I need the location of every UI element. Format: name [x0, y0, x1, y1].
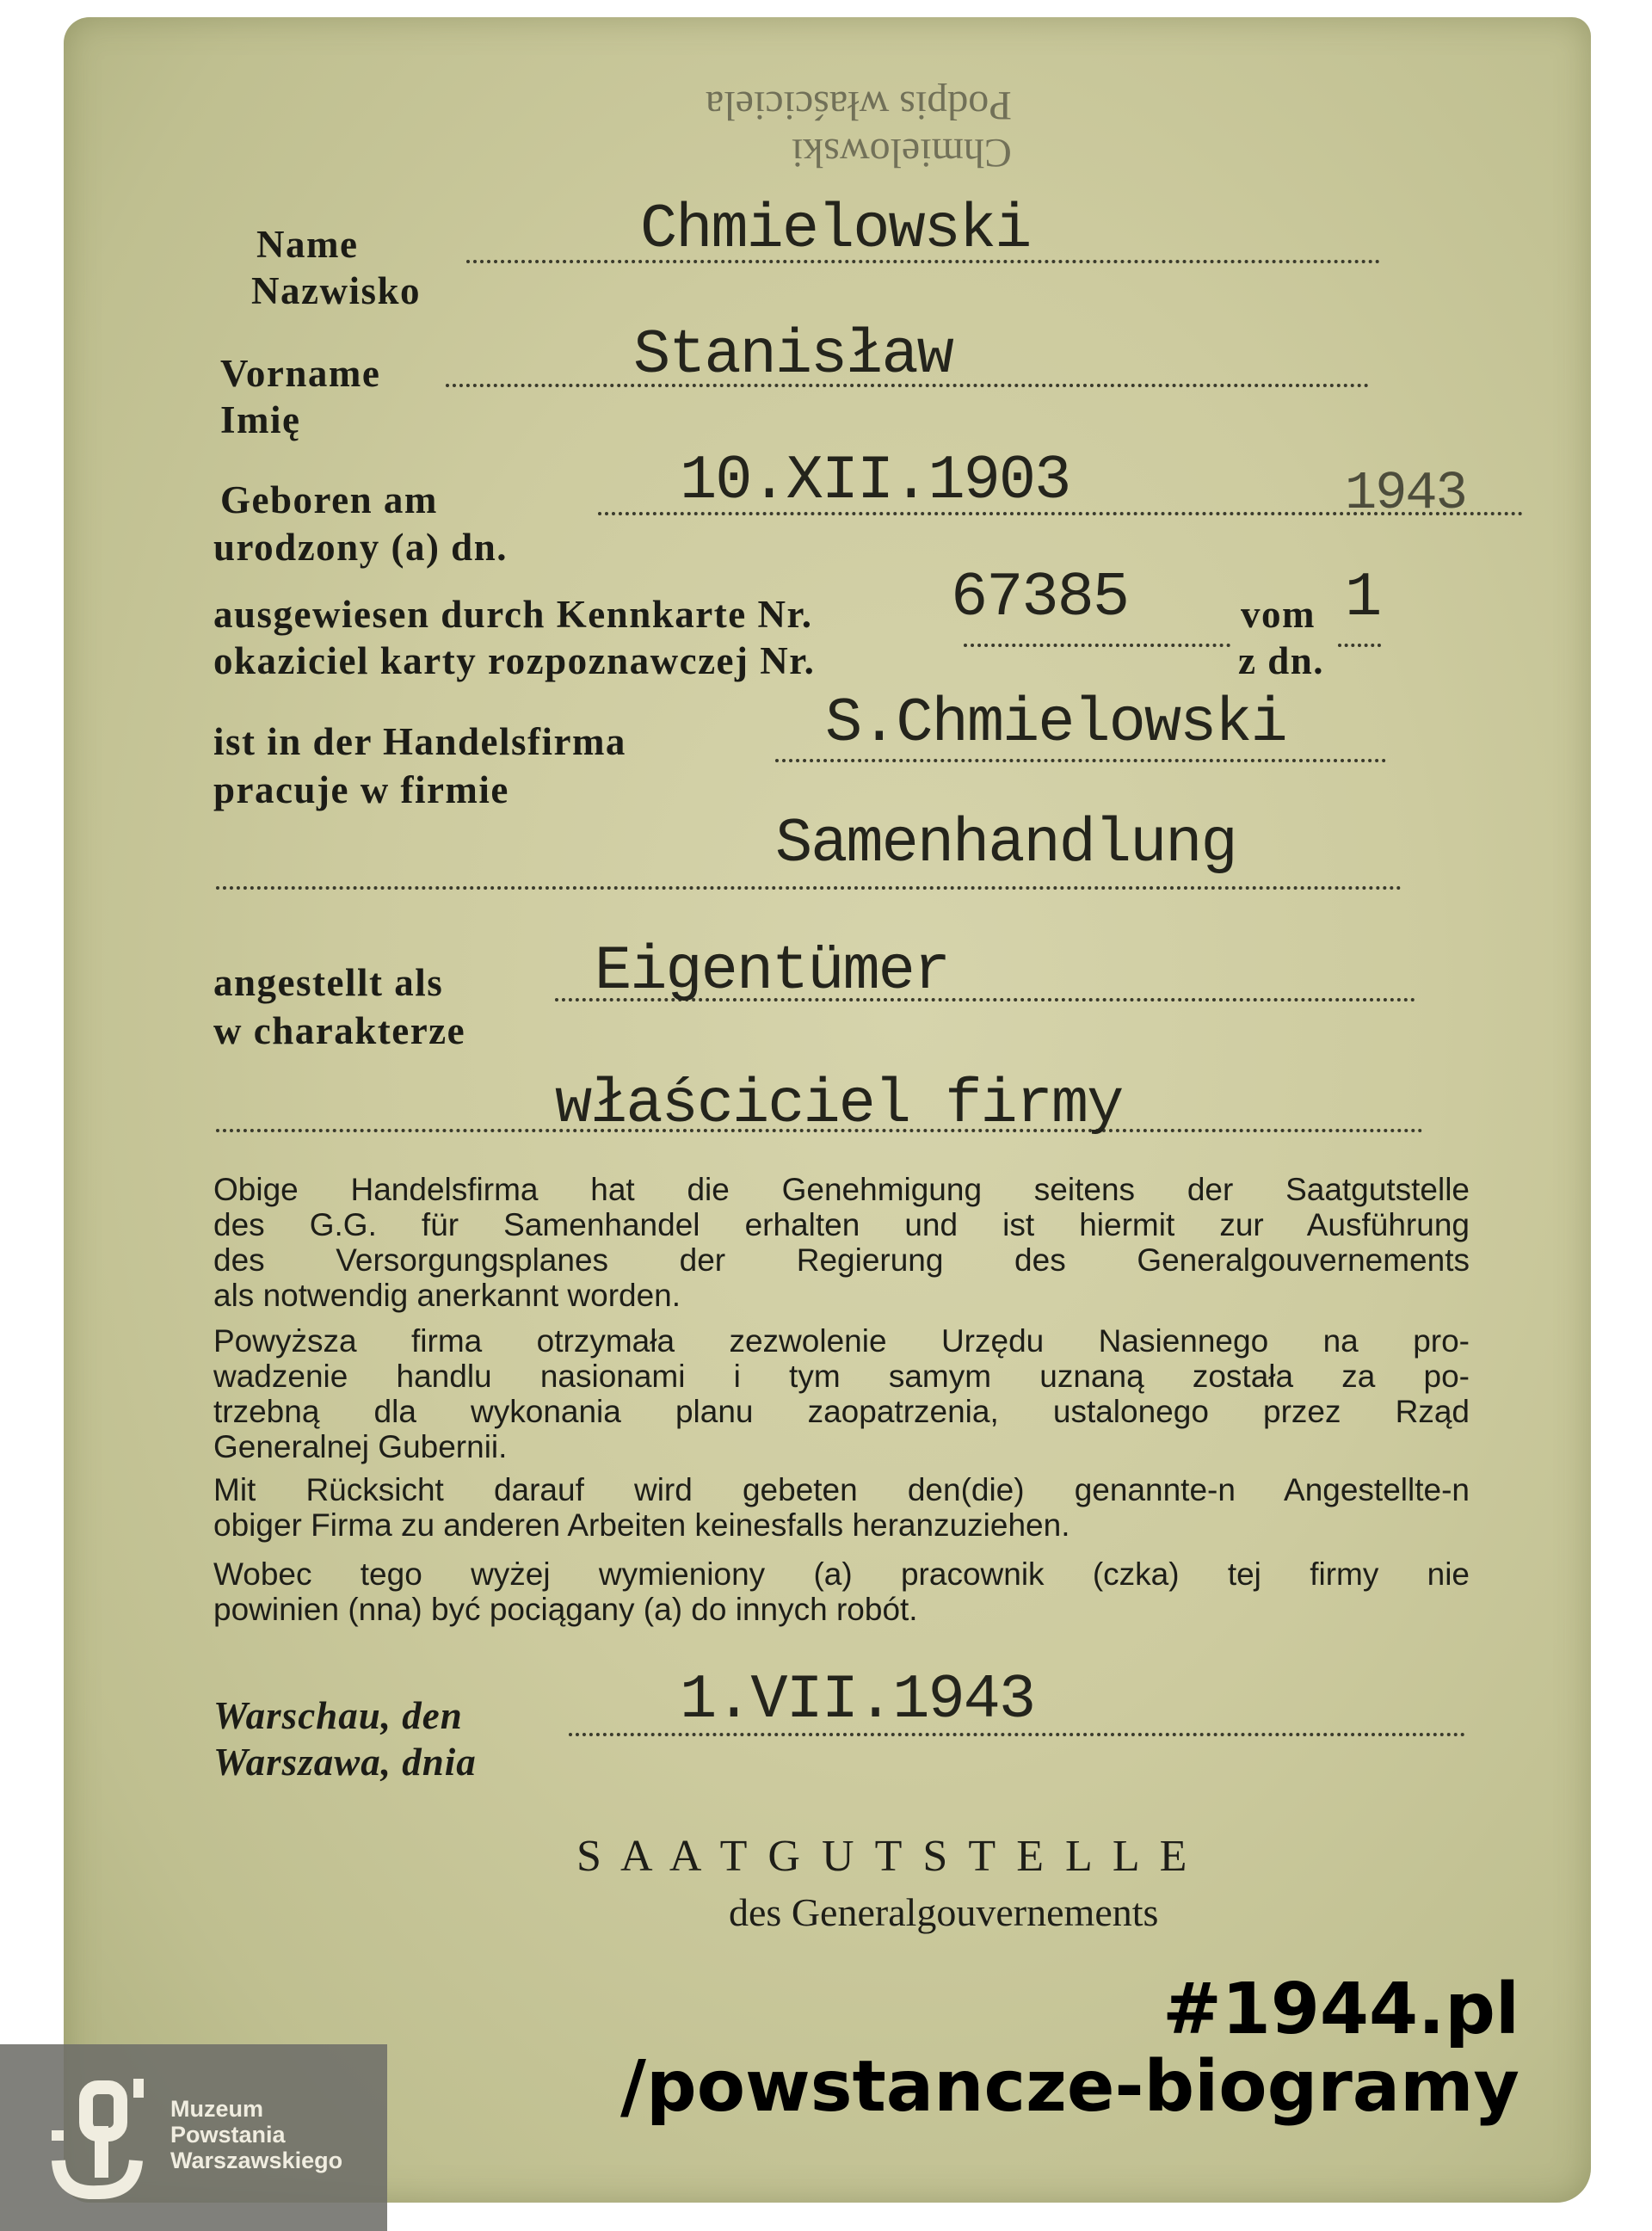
- label-role-de: angestellt als: [213, 961, 444, 1004]
- text-line: trzebną dla wykonania planu zaopatrzenia, ustalonego przez Rząd: [213, 1394, 1470, 1429]
- logo-text: [170, 2096, 342, 2173]
- paragraph-pl-2: [213, 1556, 1470, 1627]
- value-born-year: 1943: [1345, 463, 1466, 524]
- stamp-top: [706, 82, 1012, 176]
- value-role-pl: właściciel firmy: [555, 1069, 1123, 1140]
- label-surname-de: Name: [256, 223, 359, 266]
- dotted-line: [1338, 644, 1381, 647]
- value-firm: S.Chmielowski: [825, 688, 1286, 759]
- anchor-logo-icon: [52, 2079, 146, 2199]
- logo-line: Warszawskiego: [170, 2148, 343, 2173]
- value-idcard-date: 1: [1345, 563, 1381, 633]
- text-line: Generalnej Gubernii.: [213, 1429, 508, 1464]
- museum-logo: [0, 2044, 387, 2231]
- value-firm-type: Samenhandlung: [775, 809, 1236, 879]
- paragraph-de-1: [213, 1172, 1470, 1313]
- value-role: Eigentümer: [595, 936, 950, 1007]
- text-line: powinien (nna) być pociągany (a) do innych robót.: [213, 1592, 918, 1627]
- text-line: des Versorgungsplanes der Regierung des Generalgouvernements: [213, 1242, 1470, 1278]
- label-born-de: Geboren am: [220, 478, 438, 521]
- dotted-line: [964, 644, 1230, 647]
- value-idcard: 67385: [951, 563, 1129, 633]
- dotted-line: [216, 886, 1402, 890]
- text-line: als notwendig anerkannt worden.: [213, 1278, 681, 1313]
- text-line: obiger Firma zu anderen Arbeiten keinesfalls heranzuziehen.: [213, 1507, 1070, 1543]
- issuer-name: S A A T G U T S T E L L E: [576, 1832, 1193, 1881]
- value-date: 1.VII.1943: [680, 1665, 1035, 1735]
- stamp-line: Chmielowski: [791, 130, 1012, 176]
- label-firm-pl: pracuje w firmie: [213, 768, 509, 811]
- label-role-pl: w charakterze: [213, 1009, 466, 1052]
- label-firstname-pl: Imię: [220, 398, 301, 441]
- text-line: des G.G. für Samenhandel erhalten und ist hiermit zur Ausführung: [213, 1207, 1470, 1242]
- logo-line: Powstania: [170, 2122, 286, 2148]
- label-idcard-pl: okaziciel karty rozpoznawczej Nr.: [213, 639, 816, 682]
- label-vom: vom: [1241, 593, 1316, 636]
- logo-line: Muzeum: [170, 2096, 263, 2122]
- watermark-path: /powstancze-biogramy: [620, 2046, 1519, 2128]
- text-line: Obige Handelsfirma hat die Genehmigung seitens der Saatgutstelle: [213, 1172, 1470, 1207]
- label-zdn: z dn.: [1238, 639, 1325, 682]
- watermark-site: #1944.pl: [1162, 1969, 1519, 2050]
- value-firstname: Stanisław: [633, 320, 952, 391]
- stamp-line: Podpis właściciela: [706, 83, 1012, 128]
- text-line: Mit Rücksicht darauf wird gebeten den(die) genannte-n Angestellte-n: [213, 1472, 1470, 1507]
- dotted-line: [775, 759, 1386, 762]
- label-surname-pl: Nazwisko: [251, 269, 422, 312]
- issuer-subtitle: des Generalgouvernements: [729, 1890, 1159, 1934]
- label-firstname-de: Vorname: [220, 352, 381, 395]
- value-born: 10.XII.1903: [680, 446, 1070, 516]
- text-line: Powyższa firma otrzymała zezwolenie Urzędu Nasiennego na pro-: [213, 1323, 1470, 1359]
- value-surname: Chmielowski: [640, 194, 1031, 265]
- label-idcard-de: ausgewiesen durch Kennkarte Nr.: [213, 593, 813, 636]
- text-line: Wobec tego wyżej wymieniony (a) pracownik (czka) tej firmy nie: [213, 1556, 1470, 1592]
- label-place-de: Warschau, den: [213, 1694, 463, 1737]
- label-place-pl: Warszawa, dnia: [213, 1741, 477, 1784]
- text-line: wadzenie handlu nasionami i tym samym uznaną została za po-: [213, 1359, 1470, 1394]
- label-born-pl: urodzony (a) dn.: [213, 526, 508, 569]
- paragraph-de-2: [213, 1472, 1470, 1543]
- label-firm-de: ist in der Handelsfirma: [213, 720, 626, 763]
- paragraph-pl-1: [213, 1323, 1470, 1464]
